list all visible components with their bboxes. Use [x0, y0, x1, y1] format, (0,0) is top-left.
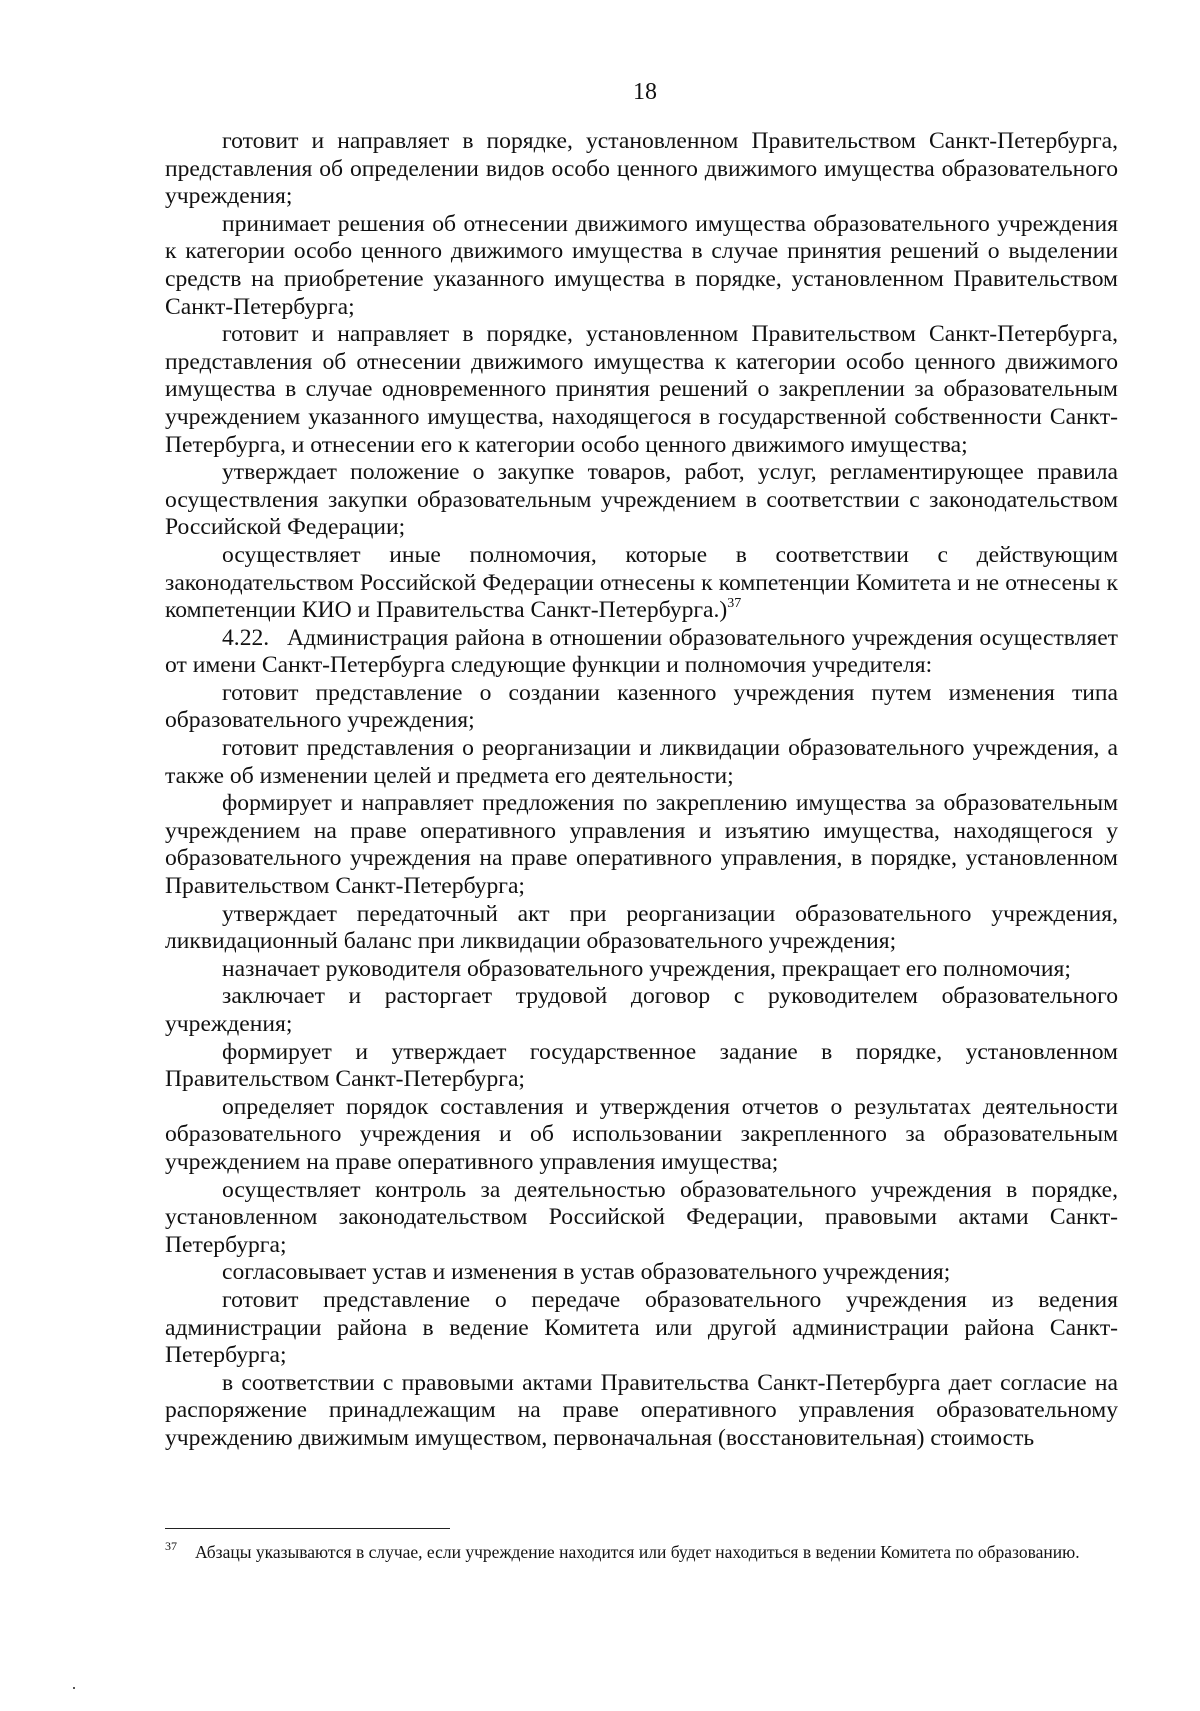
- paragraph-procurement-regulation: утверждает положение о закупке товаров, работ, услуг, регламентирующее правила осуществления закупки образовательным учреждением в соответствии с законодательством Российской Федерации;: [165, 459, 1118, 541]
- paragraph-prepare-valuable-property: готовит и направляет в порядке, установленном Правительством Санкт-Петербурга, представления об определении видов особо ценного движимого имущества образовательного учреждения;: [165, 128, 1118, 210]
- paragraph-other-powers-text: осуществляет иные полномочия, которые в соответствии с действующим законодательством Российской Федерации отнесены к компетенции Комитета и не отнесены к компетенции КИО и Правительства Санкт-Петербурга.): [165, 541, 1118, 624]
- section-number: 4.22.: [222, 624, 270, 651]
- paragraph-state-task: формирует и утверждает государственное задание в порядке, установленном Правительством Санкт-Петербурга;: [165, 1038, 1118, 1093]
- footnote-text: Абзацы указываются в случае, если учреждение находится или будет находиться в ведении Комитета по образованию.: [195, 1542, 1080, 1562]
- scan-speck: [73, 1687, 75, 1689]
- paragraph-charter: согласовывает устав и изменения в устав образовательного учреждения;: [222, 1259, 951, 1286]
- paragraph-other-powers: [165, 542, 1118, 625]
- paragraph-transfer-act: утверждает передаточный акт при реорганизации образовательного учреждения, ликвидационный баланс при ликвидации образовательного учреждения;: [165, 900, 1118, 955]
- paragraph-reorganization: готовит представления о реорганизации и ликвидации образовательного учреждения, а также об изменении целей и предмета его деятельности;: [165, 735, 1118, 789]
- paragraph-prepare-assignment: готовит и направляет в порядке, установленном Правительством Санкт-Петербурга, представления об отнесении движимого имущества к категории особо ценного движимого имущества в случае одновременного принятия решений о закреплении за образовательным учреждением указанного имущества, находящегося в государственной собственности Санкт-Петербурга, и отнесении его к категории особо ценного движимого имущества;: [165, 321, 1118, 458]
- paragraph-consent-disposal: в соответствии с правовыми актами Правительства Санкт-Петербурга дает согласие на распоряжение принадлежащим на праве оперативного управления образовательному учреждению движимым имуществом, первоначальная (восстановительная) стоимость: [165, 1369, 1118, 1451]
- section-4-22: [165, 625, 1118, 680]
- footnote: 37 Абзацы указываются в случае, если учреждение находится или будет находиться в ведении Комитета по образованию.: [165, 1539, 1080, 1562]
- paragraph-transfer-jurisdiction: готовит представление о передаче образовательного учреждения из ведения администрации района в ведение Комитета или другой администрации района Санкт-Петербурга;: [165, 1286, 1118, 1369]
- footnote-reference: 37: [727, 596, 742, 612]
- paragraph-reporting: определяет порядок составления и утверждения отчетов о результатах деятельности образовательного учреждения и об использовании закрепленного за образовательным учреждением на праве оперативного управления имущества;: [165, 1093, 1118, 1175]
- footnote-separator: [165, 1528, 450, 1529]
- paragraph-control: осуществляет контроль за деятельностью образовательного учреждения в порядке, установленном законодательством Российской Федерации, правовыми актами Санкт-Петербурга;: [165, 1176, 1118, 1258]
- paragraph-state-institution: готовит представление о создании казенного учреждения путем изменения типа образовательного учреждения;: [165, 679, 1118, 734]
- paragraph-appoint-director: назначает руководителя образовательного учреждения, прекращает его полномочия;: [222, 955, 1071, 982]
- section-text: Администрация района в отношении образовательного учреждения осуществляет от имени Санкт-Петербурга следующие функции и полномочия учредителя:: [165, 624, 1118, 679]
- body-text: [165, 128, 1118, 1453]
- page-number: 18: [633, 79, 657, 105]
- paragraph-assign-valuable-category: принимает решения об отнесении движимого имущества образовательного учреждения к категории особо ценного движимого имущества в случае принятия решений о выделении средств на приобретение указанного имущества в порядке, установленном Правительством Санкт-Петербурга;: [165, 210, 1118, 320]
- paragraph-employment-contract: заключает и расторгает трудовой договор с руководителем образовательного учреждения;: [165, 983, 1118, 1037]
- paragraph-property-assignment: формирует и направляет предложения по закреплению имущества за образовательным учреждением на праве оперативного управления и изъятию имущества, находящегося у образовательного учреждения на праве оперативного управления, в порядке, установленном Правительством Санкт-Петербурга;: [165, 790, 1118, 900]
